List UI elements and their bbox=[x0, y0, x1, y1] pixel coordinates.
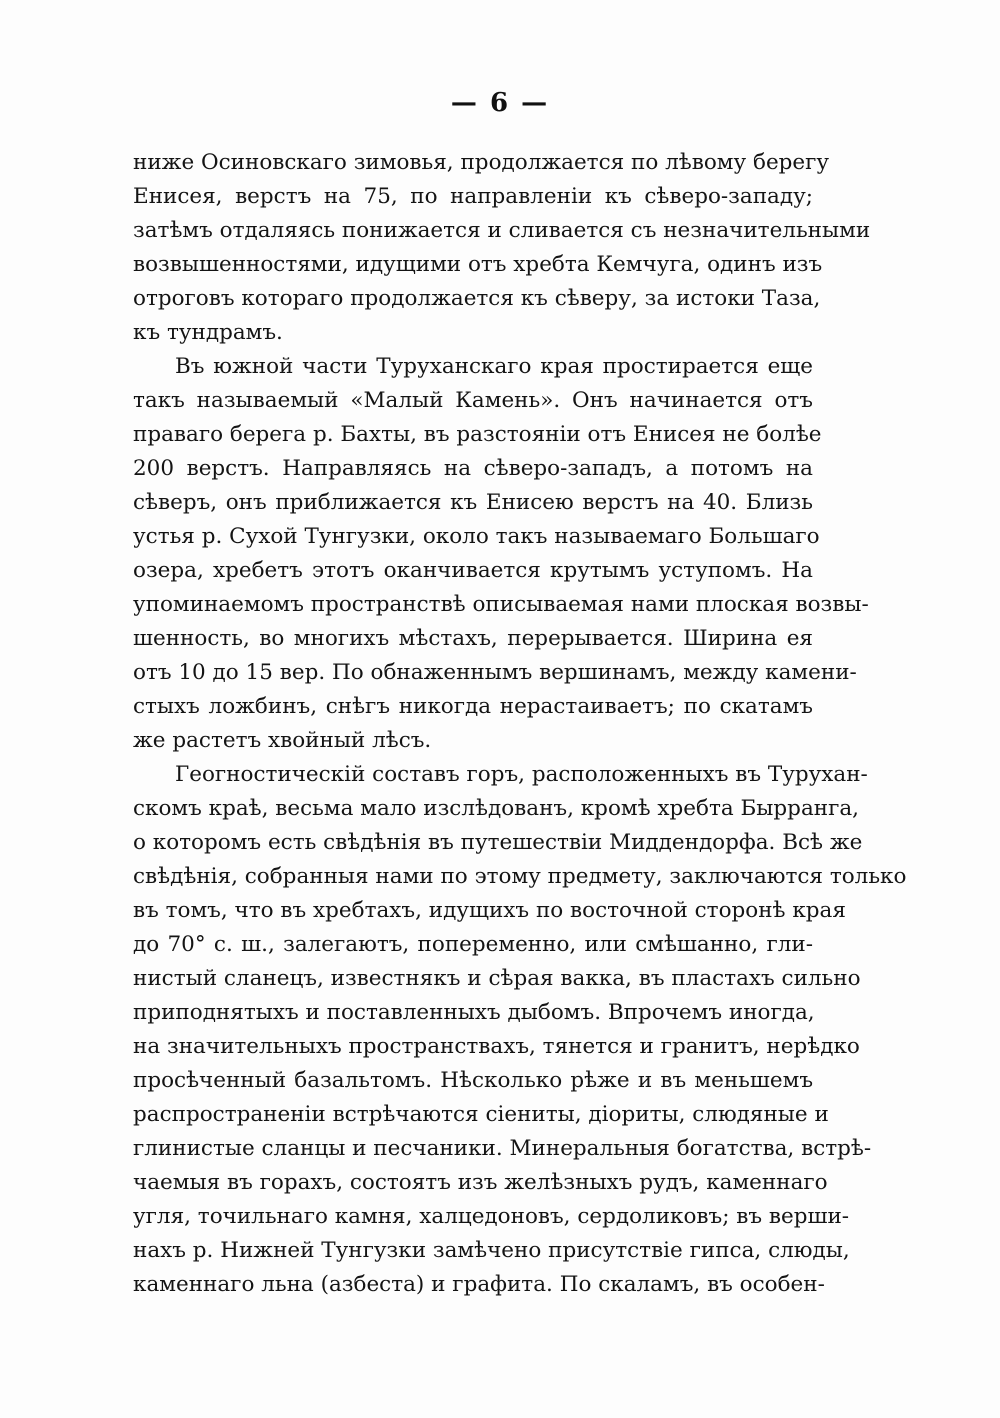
text-line: праваго берега р. Бахты, въ разстояніи отъ Енисея не болѣе bbox=[133, 422, 822, 447]
text-line: устья р. Сухой Тунгузки, около такъ называемаго Большаго bbox=[133, 524, 820, 549]
text-line: глинистые сланцы и песчаники. Минеральныя богатства, встрѣ- bbox=[133, 1136, 872, 1161]
text-line: каменнаго льна (азбеста) и графита. По скаламъ, въ особен- bbox=[133, 1272, 825, 1297]
page-number: — 6 — bbox=[450, 88, 550, 118]
text-line: затѣмъ отдаляясь понижается и сливается съ незначительными bbox=[133, 218, 871, 243]
text-line: свѣдѣнія, собранныя нами по этому предмету, заключаются только bbox=[133, 864, 907, 889]
text-body bbox=[133, 146, 907, 1302]
text-line: ниже Осиновскаго зимовья, продолжается по лѣвому берегу bbox=[133, 150, 830, 175]
text-line: отъ 10 до 15 вер. По обнаженнымъ вершинамъ, между камени- bbox=[133, 660, 857, 685]
text-line: же растетъ хвойный лѣсъ. bbox=[133, 728, 432, 753]
text-line: возвышенностями, идущими отъ хребта Кемчуга, одинъ изъ bbox=[133, 252, 823, 277]
text-line: угля, точильнаго камня, халцедоновъ, сердоликовъ; въ верши- bbox=[133, 1204, 850, 1229]
text-line: нистый сланецъ, известнякъ и сѣрая вакка, въ пластахъ сильно bbox=[133, 966, 861, 991]
text-line: чаемыя въ горахъ, состоятъ изъ желѣзныхъ рудъ, каменнаго bbox=[133, 1170, 828, 1195]
text-line: распространеніи встрѣчаются сіениты, діориты, слюдяные и bbox=[133, 1102, 829, 1127]
text-line: 200 верстъ. Направляясь на сѣверо-западъ, а потомъ на bbox=[133, 456, 813, 481]
text-line: до 70° с. ш., залегаютъ, попеременно, или смѣшанно, гли- bbox=[133, 932, 813, 957]
text-line: скомъ краѣ, весьма мало изслѣдованъ, кромѣ хребта Бырранга, bbox=[133, 796, 860, 821]
text-line: упоминаемомъ пространствѣ описываемая нами плоская возвы- bbox=[133, 592, 869, 617]
text-line: отроговъ котораго продолжается къ сѣверу, за истоки Таза, bbox=[133, 286, 821, 311]
text-line: на значительныхъ пространствахъ, тянется и гранитъ, нерѣдко bbox=[133, 1034, 860, 1059]
text-line: озера, хребетъ этотъ оканчивается крутымъ уступомъ. На bbox=[133, 558, 813, 583]
text-line: Геогностическій составъ горъ, расположенныхъ въ Турухан- bbox=[175, 762, 868, 787]
text-line: шенность, во многихъ мѣстахъ, перерывается. Ширина ея bbox=[133, 626, 813, 651]
text-line: приподнятыхъ и поставленныхъ дыбомъ. Впрочемъ иногда, bbox=[133, 1000, 815, 1025]
text-line: къ тундрамъ. bbox=[133, 320, 283, 345]
text-line: просѣченный базальтомъ. Нѣсколько рѣже и въ меньшемъ bbox=[133, 1068, 813, 1093]
text-line: стыхъ ложбинъ, снѣгъ никогда нерастаиваетъ; по скатамъ bbox=[133, 694, 813, 719]
text-line: о которомъ есть свѣдѣнія въ путешествіи Миддендорфа. Всѣ же bbox=[133, 830, 863, 855]
text-line: въ томъ, что въ хребтахъ, идущихъ по восточной сторонѣ края bbox=[133, 898, 846, 923]
text-line: Въ южной части Туруханскаго края простирается еще bbox=[175, 354, 813, 379]
text-line: нахъ р. Нижней Тунгузки замѣчено присутствіе гипса, слюды, bbox=[133, 1238, 850, 1263]
text-line: сѣверъ, онъ приближается къ Енисею верстъ на 40. Близь bbox=[133, 490, 813, 515]
text-line: такъ называемый «Малый Камень». Онъ начинается отъ bbox=[133, 388, 813, 413]
text-line: Енисея, верстъ на 75, по направленіи къ сѣверо-западу; bbox=[133, 184, 813, 209]
